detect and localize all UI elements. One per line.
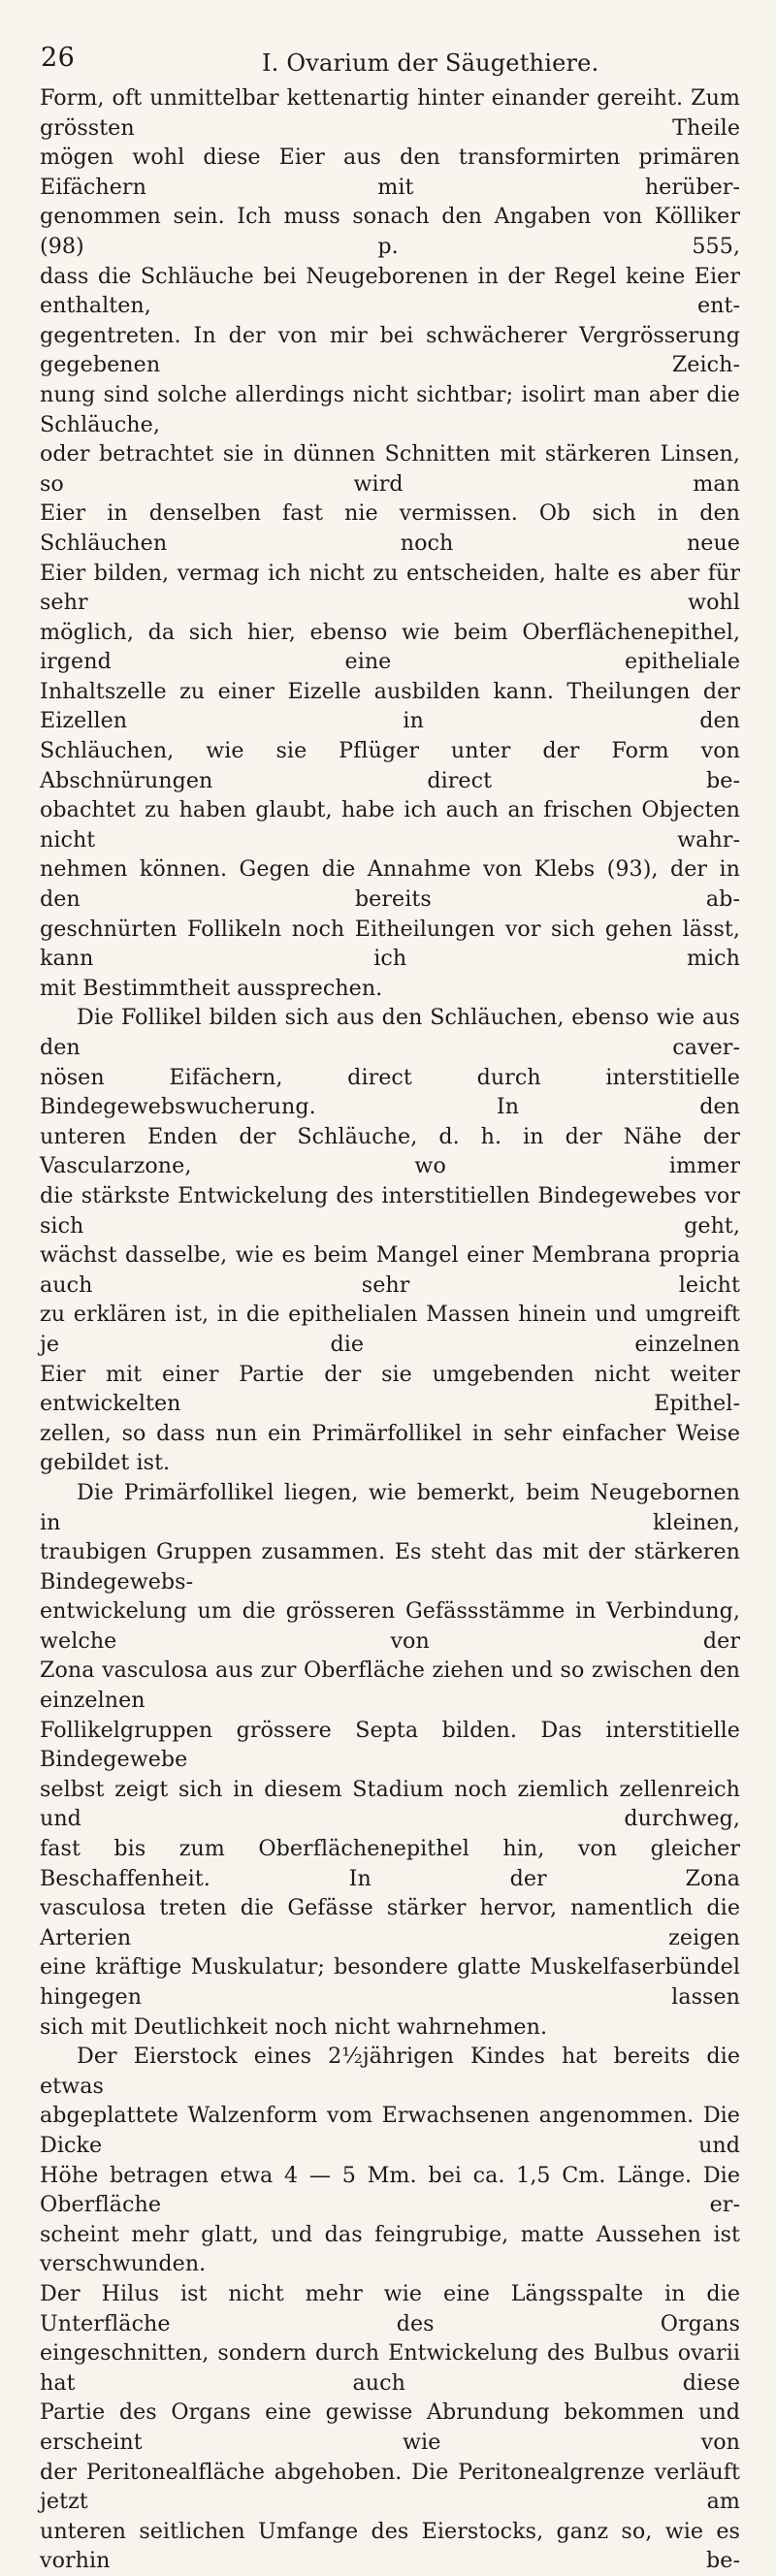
- text-line: vasculosa treten die Gefässe stärker hervor, namentlich die Arterien zeigen: [40, 1895, 740, 1950]
- text-line: gegentreten. In der von mir bei schwächerer Vergrösserung gegebenen Zeich-: [40, 322, 740, 378]
- text-line: oder betrachtet sie in dünnen Schnitten mit stärkeren Linsen, so wird man: [40, 441, 740, 497]
- text-line: Die Follikel bilden sich aus den Schläuchen, ebenso wie aus den caver-: [40, 1005, 740, 1060]
- paragraph-4: [40, 2042, 740, 2576]
- page-number: 26: [41, 43, 76, 73]
- text-line: unteren seitlichen Umfange des Eierstocks, ganz so, wie es vorhin be-: [40, 2518, 740, 2574]
- text-line: Eier bilden, vermag ich nicht zu entscheiden, halte es aber für sehr wohl: [40, 560, 740, 616]
- text-line: scheint mehr glatt, und das feingrubige, matte Aussehen ist verschwunden.: [40, 2221, 740, 2277]
- page-header: [41, 45, 720, 83]
- text-line: Die Primärfollikel liegen, wie bemerkt, beim Neugebornen in kleinen,: [40, 1479, 740, 1535]
- text-line: wächst dasselbe, wie es beim Mangel einer Membrana propria auch sehr leicht: [40, 1242, 740, 1298]
- paragraph-3: [40, 1478, 740, 2042]
- text-line: traubigen Gruppen zusammen. Es steht das mit der stärkeren Bindegewebs-: [40, 1539, 740, 1594]
- text-line: geschnürten Follikeln noch Eitheilungen vor sich gehen lässt, kann ich mich: [40, 916, 740, 972]
- text-line: Der Eierstock eines 2½jährigen Kindes hat bereits die etwas: [40, 2044, 740, 2099]
- text-line: unteren Enden der Schläuche, d. h. in der Nähe der Vascularzone, wo immer: [40, 1123, 740, 1179]
- text-line: Schläuchen, wie sie Pflüger unter der Form von Abschnürungen direct be-: [40, 738, 740, 793]
- text-line: nösen Eifächern, direct durch interstitielle Bindegewebswucherung. In den: [40, 1064, 740, 1120]
- text-line: eingeschnitten, sondern durch Entwickelung des Bulbus ovarii hat auch diese: [40, 2340, 740, 2396]
- text-line: Eier mit einer Partie der sie umgebenden nicht weiter entwickelten Epithel-: [40, 1361, 740, 1417]
- text-line: Partie des Organs eine gewisse Abrundung bekommen und erscheint wie von: [40, 2399, 740, 2455]
- text-line: nehmen können. Gegen die Annahme von Klebs (93), der in den bereits ab-: [40, 856, 740, 913]
- text-line: möglich, da sich hier, ebenso wie beim Oberflächenepithel, irgend eine epitheliale: [40, 619, 740, 675]
- text-line: Inhaltszelle zu einer Eizelle ausbilden kann. Theilungen der Eizellen in den: [40, 678, 740, 734]
- text-line: fast bis zum Oberflächenepithel hin, von gleicher Beschaffenheit. In der Zona: [40, 1836, 740, 1891]
- text-line: Form, oft unmittelbar kettenartig hinter einander gereiht. Zum grössten Theile: [40, 85, 740, 141]
- body-text: [40, 83, 740, 2576]
- text-line: die stärkste Entwickelung des interstitiellen Bindegewebes vor sich geht,: [40, 1182, 740, 1239]
- text-line: Höhe betragen etwa 4 — 5 Mm. bei ca. 1,5 Cm. Länge. Die Oberfläche er-: [40, 2162, 740, 2218]
- text-line: obachtet zu haben glaubt, habe ich auch an frischen Objecten nicht wahr-: [40, 797, 740, 853]
- text-line: mögen wohl diese Eier aus den transformirten primären Eifächern mit herüber-: [40, 145, 740, 200]
- text-line: sich mit Deutlichkeit noch nicht wahrnehmen.: [40, 2013, 548, 2040]
- text-line: Follikelgruppen grössere Septa bilden. Das interstitielle Bindegewebe: [40, 1717, 740, 1773]
- text-line: zellen, so dass nun ein Primärfollikel in sehr einfacher Weise gebildet ist.: [40, 1420, 740, 1476]
- text-line: Der Hilus ist nicht mehr wie eine Längsspalte in die Unterfläche des Organs: [40, 2280, 740, 2336]
- text-line: mit Bestimmtheit aussprechen.: [40, 975, 383, 1001]
- paragraph-1: [40, 83, 740, 1003]
- text-line: nung sind solche allerdings nicht sichtbar; isolirt man aber die Schläuche,: [40, 381, 740, 437]
- text-line: selbst zeigt sich in diesem Stadium noch ziemlich zellenreich und durchweg,: [40, 1776, 740, 1832]
- paragraph-2: [40, 1003, 740, 1478]
- text-line: entwickelung um die grösseren Gefässstämme in Verbindung, welche von der: [40, 1598, 740, 1654]
- text-line: genommen sein. Ich muss sonach den Angaben von Kölliker (98) p. 555,: [40, 204, 740, 259]
- text-line: eine kräftige Muskulatur; besondere glatte Muskelfaserbündel hingegen lassen: [40, 1954, 740, 2010]
- text-line: Zona vasculosa aus zur Oberfläche ziehen und so zwischen den einzelnen: [40, 1658, 740, 1714]
- text-line: der Peritonealfläche abgehoben. Die Peritonealgrenze verläuft jetzt am: [40, 2459, 740, 2515]
- text-line: Eier in denselben fast nie vermissen. Ob sich in den Schläuchen noch neue: [40, 500, 740, 556]
- text-line: dass die Schläuche bei Neugeborenen in der Regel keine Eier enthalten, ent-: [40, 263, 740, 319]
- text-line: abgeplattete Walzenform vom Erwachsenen angenommen. Die Dicke und: [40, 2103, 740, 2158]
- text-line: zu erklären ist, in die epithelialen Massen hinein und umgreift je die einzelnen: [40, 1302, 740, 1357]
- running-title: I. Ovarium der Säugethiere.: [262, 49, 599, 77]
